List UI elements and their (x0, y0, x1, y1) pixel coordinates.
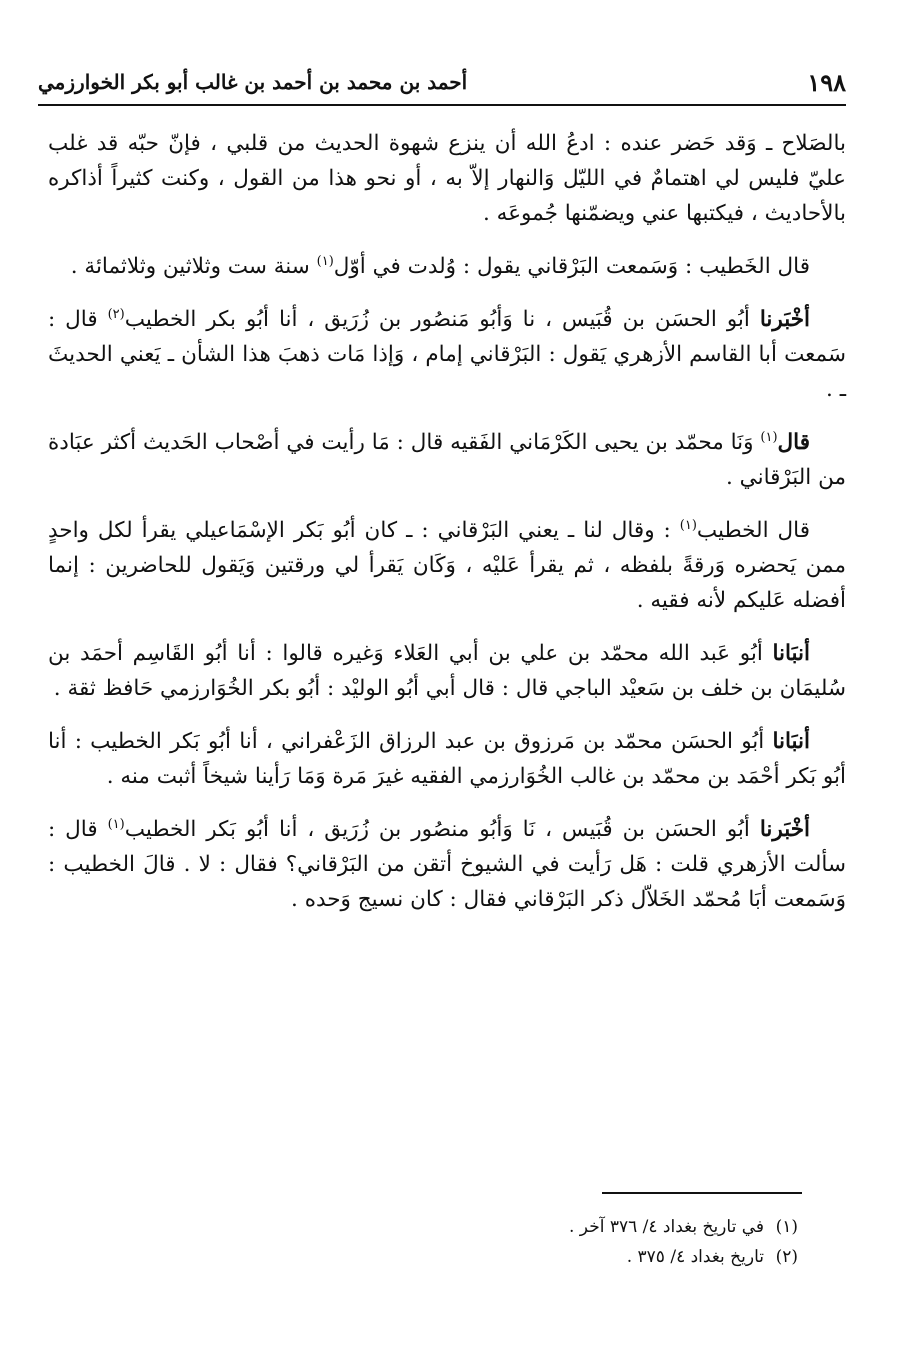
paragraph-lead: أنبَانا (772, 729, 810, 754)
footnotes (60, 1212, 798, 1272)
footnote-ref: (١) (760, 429, 778, 445)
paragraph (48, 812, 846, 917)
footnote-number: (١) (775, 1217, 798, 1237)
paragraph-text: قال الخَطيب : وَسَمعت البَرْقاني يقول : وُلدت في أوّل (333, 254, 810, 279)
paragraph-text-cont: سنة ست وثلاثين وثلاثمائة . (70, 254, 317, 279)
paragraph-text-cont: وَنَا محمّد بن يحيى الكَرْمَاني الفَقيه قال : مَا رأيت في أصْحاب الحَديث أكثر عبَادة من البَرْقاني . (48, 430, 846, 490)
paragraph-text-cont: : وقال لنا ـ يعني البَرْقاني : ـ كان أبُو بَكر الإسْمَاعيلي يقرأ لكل واحدٍ ممن يَحضره وَرقةً بلفظه ، ثم يقرأ عَليْه ، وَكَان يَقرأ لي ورقتين وَيَقول للحاضرين : إنما أفضله عَليكم لأنه فقيه . (48, 518, 846, 613)
paragraph-text: بالصَلاح ـ وَقد حَضر عنده : ادعُ الله أن ينزع شهوة الحديث من قلبي ، فإنّ حبّه قد غلب عليّ فليس لي اهتمامٌ في الليّل وَالنهار إلاّ به ، أو نحو هذا من القول ، وكنت كثيراً أذاكره بالأحاديث ، فيكتبها عني ويضمّنها جُموعَه . (48, 131, 846, 226)
page-header (38, 64, 846, 106)
paragraph-text: قال الخطيب (696, 518, 810, 543)
paragraph-text: أبُو عَبد الله محمّد بن علي بن أبي العَلاء وَغيره قالوا : أنا أبُو القَاسِم أحمَد بن سُليمَان بن خلف بن سَعيْد الباجي قال : قال أبي أبُو الوليْد : أبُو بكر الخُوَارزمي حَافظ ثقة . (48, 641, 846, 701)
footnote-divider (602, 1192, 802, 1194)
paragraph-text: أبُو الحسَن محمّد بن مَرزوق بن عبد الرزاق الزَعْفراني ، أنا أبُو بَكر الخطيب : أنا أبُو بَكر أحْمَد بن محمّد بن غالب الخُوَارزمي الفقيه غيرَ مَرة وَمَا رَأينا شيخاً أثبت منه . (48, 729, 846, 789)
footnote-ref: (١) (316, 253, 334, 269)
footnote-text: تاريخ بغداد ٤/ ٣٧٥ . (626, 1247, 764, 1267)
paragraph-lead: أنبَانا (772, 641, 810, 666)
paragraph-text-cont: قال : سألت الأزهري قلت : هَل رَأيت في الشيوخ أتقن من البَرْقاني؟ فقال : لا . قالَ الخطيب : وَسَمعت أبَا مُحمّد الخَلاّل ذكر البَرْقاني فقال : كان نسيج وَحده . (48, 817, 846, 912)
running-title: أحمد بن محمد بن أحمد بن غالب أبو بكر الخوارزمي (38, 70, 468, 94)
paragraph-text: أبُو الحسَن بن قُبَيس ، نَا وَأبُو منصُور بن زُرَيق ، أنا أبُو بَكر الخطيب (124, 817, 760, 842)
paragraph (48, 126, 846, 231)
paragraph (48, 249, 846, 284)
paragraph-text: أبُو الحسَن بن قُبَيس ، نا وَأبُو مَنصُور بن زُرَيق ، أنا أبُو بكر الخطيب (124, 307, 760, 332)
paragraph (48, 425, 846, 495)
page-number: ١٩٨ (807, 68, 846, 97)
paragraph-lead: أخْبَرنا (759, 817, 810, 842)
paragraph (48, 513, 846, 618)
footnote-ref: (١) (107, 816, 125, 832)
paragraph-lead: أخْبَرنا (759, 307, 810, 332)
paragraph (48, 724, 846, 794)
footnote-text: في تاريخ بغداد ٤/ ٣٧٦ آخر . (569, 1217, 764, 1237)
footnote (60, 1212, 798, 1242)
paragraph-text-cont: قال : سَمعت أبا القاسم الأزهري يَقول : البَرْقاني إمام ، وَإذا مَات ذهبَ هذا الشأن ـ يَعني الحديثَ ـ . (48, 307, 846, 402)
main-text (48, 126, 846, 935)
paragraph (48, 302, 846, 407)
footnote-ref: (٢) (107, 306, 125, 322)
footnote-number: (٢) (775, 1247, 798, 1267)
footnote-ref: (١) (679, 517, 697, 533)
paragraph-lead: قال (777, 430, 810, 455)
footnote (60, 1242, 798, 1272)
paragraph (48, 636, 846, 706)
